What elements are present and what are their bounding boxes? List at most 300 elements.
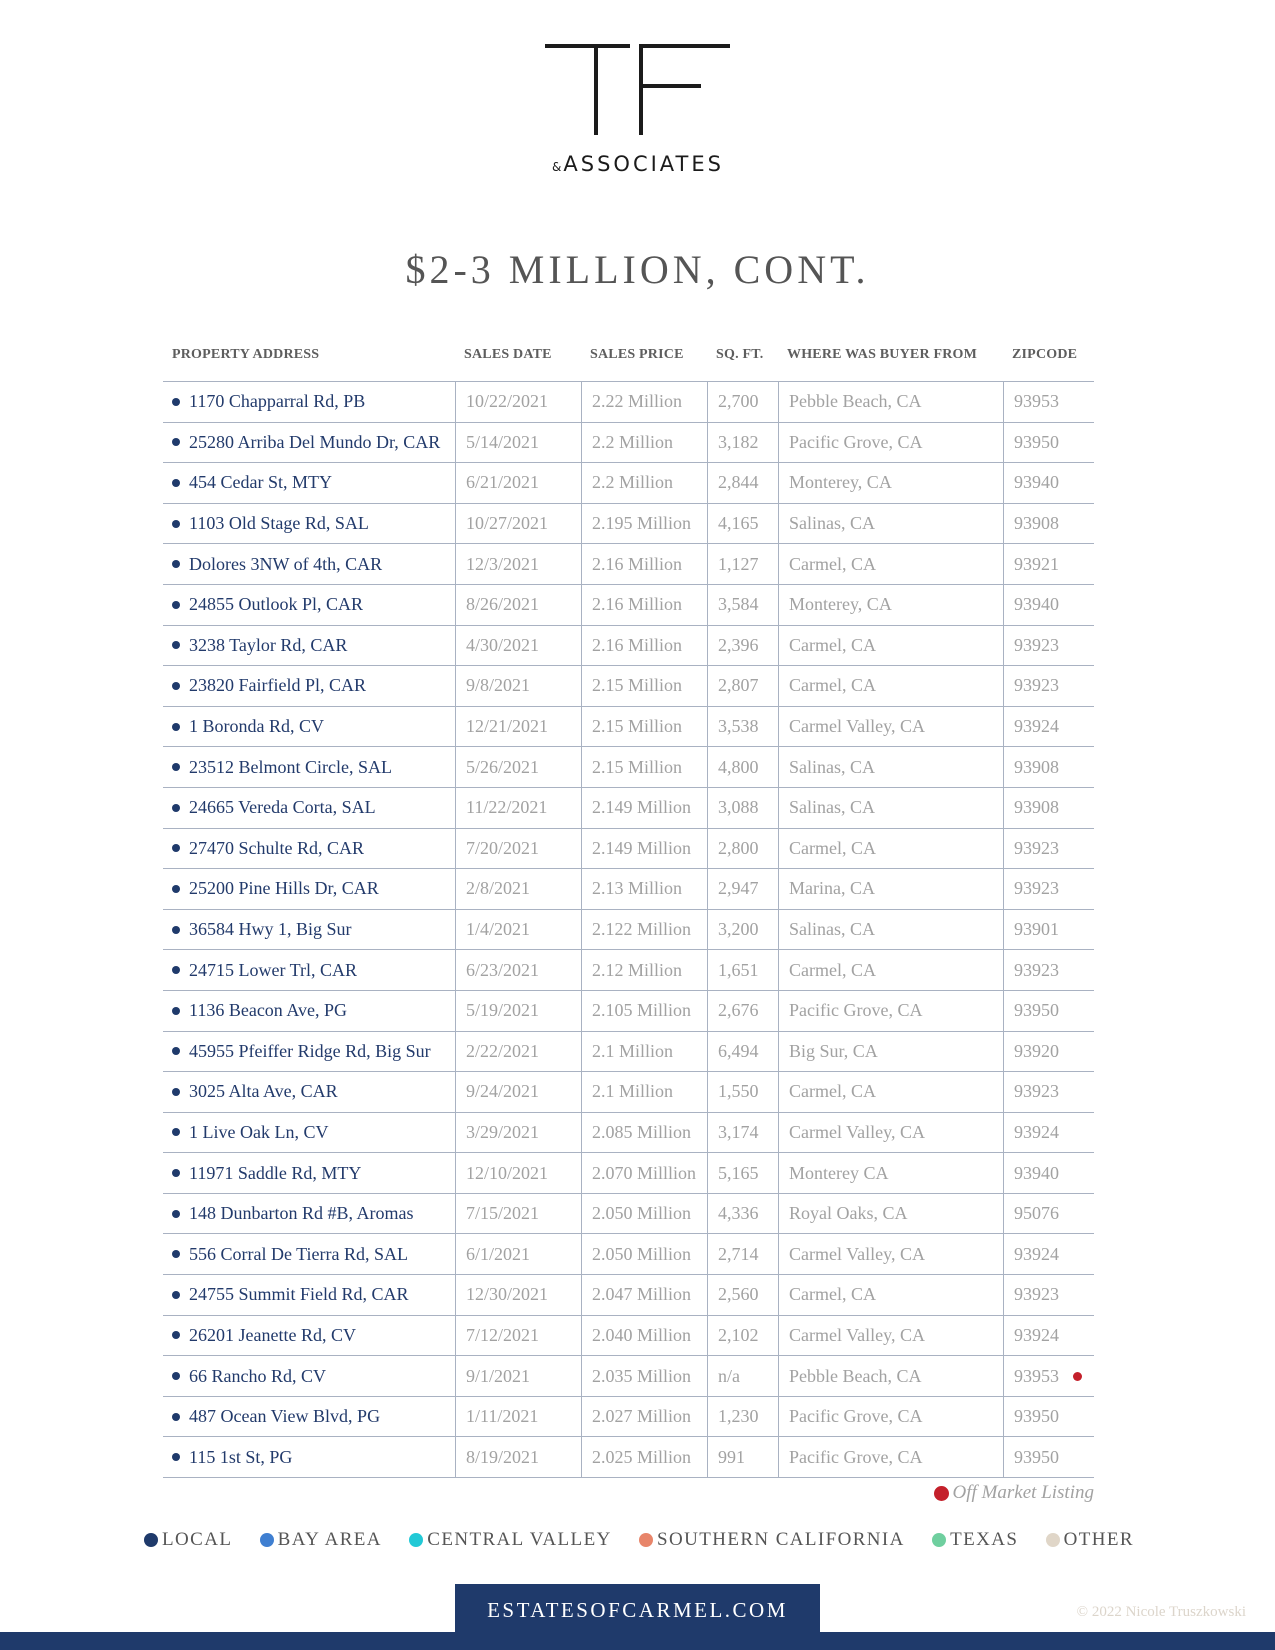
sales-price-text: 2.16 Million bbox=[592, 594, 683, 615]
buyer-from bbox=[779, 1275, 1004, 1315]
table-row bbox=[163, 1032, 1094, 1073]
square-feet-text: 2,560 bbox=[718, 1284, 759, 1305]
buyer-from-text: Salinas, CA bbox=[789, 756, 876, 777]
sales-price bbox=[582, 910, 708, 950]
legend-item bbox=[1046, 1529, 1134, 1551]
sales-price bbox=[582, 991, 708, 1031]
buyer-from bbox=[779, 991, 1004, 1031]
sales-date bbox=[456, 707, 582, 747]
sales-price bbox=[582, 1275, 708, 1315]
sales-price-text: 2.13 Million bbox=[592, 878, 683, 899]
square-feet bbox=[708, 585, 779, 625]
buyer-origin-dot-icon bbox=[172, 1047, 180, 1055]
website-link[interactable]: ESTATESOFCARMEL.COM bbox=[455, 1584, 820, 1636]
legend-dot-icon bbox=[932, 1533, 946, 1547]
zipcode-text: 93950 bbox=[1014, 1406, 1059, 1427]
address-text: 26201 Jeanette Rd, CV bbox=[189, 1324, 356, 1345]
buyer-from bbox=[779, 829, 1004, 869]
sales-price-text: 2.16 Million bbox=[592, 553, 683, 574]
sales-price bbox=[582, 382, 708, 422]
table-row bbox=[163, 1316, 1094, 1357]
address-text: 24855 Outlook Pl, CAR bbox=[189, 594, 364, 615]
zipcode bbox=[1004, 707, 1094, 747]
buyer-from-text: Carmel, CA bbox=[789, 634, 876, 655]
property-address bbox=[163, 950, 456, 990]
address-text: 11971 Saddle Rd, MTY bbox=[189, 1162, 362, 1183]
square-feet-text: 2,102 bbox=[718, 1324, 759, 1345]
buyer-from-text: Marina, CA bbox=[789, 878, 875, 899]
sales-price bbox=[582, 1316, 708, 1356]
sales-date bbox=[456, 1072, 582, 1112]
zipcode-text: 93953 bbox=[1014, 391, 1059, 412]
square-feet bbox=[708, 504, 779, 544]
buyer-origin-dot-icon bbox=[172, 438, 180, 446]
zipcode-text: 93908 bbox=[1014, 756, 1059, 777]
buyer-from-text: Salinas, CA bbox=[789, 919, 876, 940]
sales-price bbox=[582, 1113, 708, 1153]
sales-price-text: 2.195 Million bbox=[592, 513, 692, 534]
sales-price-text: 2.047 Million bbox=[592, 1284, 692, 1305]
legend-dot-icon bbox=[144, 1533, 158, 1547]
square-feet-text: n/a bbox=[718, 1365, 740, 1386]
zipcode-text: 93923 bbox=[1014, 878, 1059, 899]
sales-date bbox=[456, 869, 582, 909]
zipcode-text: 93924 bbox=[1014, 1324, 1059, 1345]
property-address bbox=[163, 1234, 456, 1274]
square-feet bbox=[708, 1275, 779, 1315]
buyer-from-text: Carmel, CA bbox=[789, 1081, 876, 1102]
table-row bbox=[163, 382, 1094, 423]
page-title: $2-3 MILLION, CONT. bbox=[405, 247, 870, 292]
header-sales-price: SALES PRICE bbox=[590, 347, 684, 362]
zipcode bbox=[1004, 544, 1094, 584]
sales-price-text: 2.035 Million bbox=[592, 1365, 692, 1386]
zipcode bbox=[1004, 747, 1094, 787]
buyer-from bbox=[779, 666, 1004, 706]
sales-date-text: 12/30/2021 bbox=[466, 1284, 549, 1305]
zipcode bbox=[1004, 463, 1094, 503]
property-address bbox=[163, 1437, 456, 1477]
legend-dot-icon bbox=[409, 1533, 423, 1547]
zipcode bbox=[1004, 829, 1094, 869]
zipcode-text: 93923 bbox=[1014, 1081, 1059, 1102]
buyer-origin-legend bbox=[144, 1529, 1134, 1551]
sales-price-text: 2.085 Million bbox=[592, 1121, 692, 1142]
address-text: 24665 Vereda Corta, SAL bbox=[189, 797, 376, 818]
buyer-from-text: Carmel, CA bbox=[789, 1284, 876, 1305]
buyer-origin-dot-icon bbox=[172, 1210, 180, 1218]
zipcode bbox=[1004, 423, 1094, 463]
zipcode bbox=[1004, 1032, 1094, 1072]
zipcode-text: 93920 bbox=[1014, 1040, 1059, 1061]
sales-price bbox=[582, 1153, 708, 1193]
square-feet-text: 2,947 bbox=[718, 878, 759, 899]
buyer-from-text: Carmel Valley, CA bbox=[789, 716, 925, 737]
zipcode bbox=[1004, 626, 1094, 666]
sales-price-text: 2.2 Million bbox=[592, 472, 674, 493]
table-row bbox=[163, 950, 1094, 991]
sales-price-text: 2.040 Million bbox=[592, 1324, 692, 1345]
off-market-label: Off Market Listing bbox=[952, 1482, 1094, 1503]
table-row bbox=[163, 1113, 1094, 1154]
buyer-origin-dot-icon bbox=[172, 641, 180, 649]
buyer-from bbox=[779, 504, 1004, 544]
buyer-from-text: Pacific Grove, CA bbox=[789, 1446, 923, 1467]
sales-price-text: 2.22 Million bbox=[592, 391, 683, 412]
zipcode bbox=[1004, 950, 1094, 990]
sales-table bbox=[163, 381, 1094, 1478]
buyer-from-text: Carmel Valley, CA bbox=[789, 1121, 925, 1142]
sales-price-text: 2.149 Million bbox=[592, 837, 692, 858]
address-text: 66 Rancho Rd, CV bbox=[189, 1365, 326, 1386]
sales-price-text: 2.15 Million bbox=[592, 716, 683, 737]
square-feet-text: 991 bbox=[718, 1446, 745, 1467]
copyright: © 2022 Nicole Truszkowski bbox=[1076, 1604, 1246, 1620]
square-feet bbox=[708, 1153, 779, 1193]
buyer-origin-dot-icon bbox=[172, 1413, 180, 1421]
buyer-origin-dot-icon bbox=[172, 1372, 180, 1380]
address-text: 24715 Lower Trl, CAR bbox=[189, 959, 358, 980]
header-sales-date: SALES DATE bbox=[464, 347, 552, 362]
zipcode-text: 93901 bbox=[1014, 919, 1059, 940]
sales-price bbox=[582, 707, 708, 747]
table-row bbox=[163, 1153, 1094, 1194]
sales-date-text: 12/10/2021 bbox=[466, 1162, 549, 1183]
square-feet bbox=[708, 707, 779, 747]
square-feet-text: 6,494 bbox=[718, 1040, 759, 1061]
legend-label: LOCAL bbox=[162, 1529, 233, 1550]
sales-date-text: 7/20/2021 bbox=[466, 837, 540, 858]
address-text: 27470 Schulte Rd, CAR bbox=[189, 837, 365, 858]
zipcode bbox=[1004, 666, 1094, 706]
off-market-dot-icon bbox=[934, 1486, 949, 1501]
square-feet-text: 2,800 bbox=[718, 837, 759, 858]
property-address bbox=[163, 707, 456, 747]
address-text: 3238 Taylor Rd, CAR bbox=[189, 634, 348, 655]
zipcode bbox=[1004, 504, 1094, 544]
zipcode bbox=[1004, 1437, 1094, 1477]
property-address bbox=[163, 1316, 456, 1356]
buyer-from bbox=[779, 626, 1004, 666]
property-address bbox=[163, 910, 456, 950]
square-feet-text: 5,165 bbox=[718, 1162, 759, 1183]
address-text: 487 Ocean View Blvd, PG bbox=[189, 1406, 381, 1427]
sales-price bbox=[582, 1194, 708, 1234]
sales-price-text: 2.025 Million bbox=[592, 1446, 692, 1467]
property-address bbox=[163, 1113, 456, 1153]
sales-date bbox=[456, 1234, 582, 1274]
zipcode-text: 93950 bbox=[1014, 1446, 1059, 1467]
zipcode bbox=[1004, 1234, 1094, 1274]
legend-item bbox=[639, 1529, 905, 1551]
square-feet-text: 1,651 bbox=[718, 959, 759, 980]
square-feet bbox=[708, 869, 779, 909]
square-feet-text: 2,676 bbox=[718, 1000, 759, 1021]
zipcode-text: 93924 bbox=[1014, 716, 1059, 737]
logo-subtitle: &ASSOCIATES bbox=[552, 152, 724, 176]
sales-date bbox=[456, 626, 582, 666]
zipcode bbox=[1004, 1072, 1094, 1112]
sales-price bbox=[582, 423, 708, 463]
table-row bbox=[163, 910, 1094, 951]
square-feet bbox=[708, 1072, 779, 1112]
sales-price bbox=[582, 666, 708, 706]
buyer-from-text: Big Sur, CA bbox=[789, 1040, 878, 1061]
buyer-from bbox=[779, 1032, 1004, 1072]
square-feet-text: 3,088 bbox=[718, 797, 759, 818]
buyer-from-text: Carmel, CA bbox=[789, 553, 876, 574]
zipcode-text: 93923 bbox=[1014, 1284, 1059, 1305]
square-feet bbox=[708, 991, 779, 1031]
zipcode-text: 93940 bbox=[1014, 594, 1059, 615]
table-row bbox=[163, 788, 1094, 829]
sales-date bbox=[456, 1275, 582, 1315]
off-market-note bbox=[934, 1482, 1094, 1504]
buyer-origin-dot-icon bbox=[172, 844, 180, 852]
buyer-from bbox=[779, 1113, 1004, 1153]
square-feet bbox=[708, 747, 779, 787]
sales-date bbox=[456, 788, 582, 828]
zipcode bbox=[1004, 788, 1094, 828]
address-text: 3025 Alta Ave, CAR bbox=[189, 1081, 338, 1102]
sales-date-text: 5/19/2021 bbox=[466, 1000, 540, 1021]
header-sq-ft: SQ. FT. bbox=[716, 347, 764, 362]
buyer-from bbox=[779, 707, 1004, 747]
square-feet bbox=[708, 1032, 779, 1072]
sales-price-text: 2.050 Million bbox=[592, 1243, 692, 1264]
property-address bbox=[163, 1397, 456, 1437]
sales-date-text: 1/4/2021 bbox=[466, 919, 531, 940]
property-address bbox=[163, 1275, 456, 1315]
sales-date-text: 6/23/2021 bbox=[466, 959, 540, 980]
property-address bbox=[163, 666, 456, 706]
square-feet bbox=[708, 910, 779, 950]
square-feet bbox=[708, 1194, 779, 1234]
sales-price bbox=[582, 585, 708, 625]
address-text: 1136 Beacon Ave, PG bbox=[189, 1000, 347, 1021]
address-text: 45955 Pfeiffer Ridge Rd, Big Sur bbox=[189, 1040, 431, 1061]
legend-label: TEXAS bbox=[950, 1529, 1019, 1550]
sales-date bbox=[456, 544, 582, 584]
legend-dot-icon bbox=[1046, 1533, 1060, 1547]
address-text: 115 1st St, PG bbox=[189, 1446, 293, 1467]
buyer-origin-dot-icon bbox=[172, 1453, 180, 1461]
square-feet-text: 3,182 bbox=[718, 431, 759, 452]
property-address bbox=[163, 544, 456, 584]
address-text: 25280 Arriba Del Mundo Dr, CAR bbox=[189, 431, 441, 452]
property-address bbox=[163, 829, 456, 869]
square-feet-text: 2,807 bbox=[718, 675, 759, 696]
address-text: 148 Dunbarton Rd #B, Aromas bbox=[189, 1203, 414, 1224]
table-row bbox=[163, 585, 1094, 626]
zipcode-text: 93923 bbox=[1014, 634, 1059, 655]
sales-date bbox=[456, 1356, 582, 1396]
sales-price bbox=[582, 1072, 708, 1112]
buyer-origin-dot-icon bbox=[172, 1007, 180, 1015]
buyer-from-text: Royal Oaks, CA bbox=[789, 1203, 908, 1224]
sales-date-text: 4/30/2021 bbox=[466, 634, 540, 655]
sales-date bbox=[456, 585, 582, 625]
address-text: 23820 Fairfield Pl, CAR bbox=[189, 675, 367, 696]
square-feet-text: 3,538 bbox=[718, 716, 759, 737]
sales-date bbox=[456, 1397, 582, 1437]
sales-price bbox=[582, 504, 708, 544]
sales-date bbox=[456, 950, 582, 990]
sales-date-text: 6/21/2021 bbox=[466, 472, 540, 493]
square-feet-text: 1,127 bbox=[718, 553, 759, 574]
table-row bbox=[163, 747, 1094, 788]
sales-date bbox=[456, 463, 582, 503]
zipcode bbox=[1004, 1113, 1094, 1153]
address-text: 1 Live Oak Ln, CV bbox=[189, 1121, 329, 1142]
sales-price bbox=[582, 1032, 708, 1072]
sales-price bbox=[582, 829, 708, 869]
zipcode-text: 95076 bbox=[1014, 1203, 1059, 1224]
sales-price bbox=[582, 626, 708, 666]
zipcode-text: 93908 bbox=[1014, 797, 1059, 818]
address-text: 1170 Chapparral Rd, PB bbox=[189, 391, 366, 412]
sales-date bbox=[456, 829, 582, 869]
tf-logo-mark bbox=[545, 44, 731, 136]
sales-date bbox=[456, 1316, 582, 1356]
table-row bbox=[163, 991, 1094, 1032]
buyer-from-text: Carmel Valley, CA bbox=[789, 1324, 925, 1345]
sales-date-text: 2/8/2021 bbox=[466, 878, 531, 899]
legend-item bbox=[144, 1529, 232, 1551]
property-address bbox=[163, 1194, 456, 1234]
table-row bbox=[163, 707, 1094, 748]
zipcode bbox=[1004, 1316, 1094, 1356]
buyer-from bbox=[779, 1194, 1004, 1234]
property-address bbox=[163, 788, 456, 828]
sales-date bbox=[456, 382, 582, 422]
square-feet bbox=[708, 1356, 779, 1396]
table-row bbox=[163, 1194, 1094, 1235]
sales-price bbox=[582, 1356, 708, 1396]
square-feet-text: 3,174 bbox=[718, 1121, 759, 1142]
buyer-from-text: Pacific Grove, CA bbox=[789, 1406, 923, 1427]
sales-date-text: 3/29/2021 bbox=[466, 1121, 540, 1142]
buyer-from bbox=[779, 1234, 1004, 1274]
sales-date-text: 10/22/2021 bbox=[466, 391, 549, 412]
square-feet-text: 1,550 bbox=[718, 1081, 759, 1102]
property-address bbox=[163, 1072, 456, 1112]
zipcode-text: 93950 bbox=[1014, 431, 1059, 452]
square-feet-text: 2,714 bbox=[718, 1243, 759, 1264]
sales-date-text: 8/26/2021 bbox=[466, 594, 540, 615]
zipcode bbox=[1004, 382, 1094, 422]
zipcode bbox=[1004, 991, 1094, 1031]
square-feet bbox=[708, 1397, 779, 1437]
buyer-from-text: Monterey, CA bbox=[789, 472, 892, 493]
sales-date-text: 2/22/2021 bbox=[466, 1040, 540, 1061]
header-zipcode: ZIPCODE bbox=[1012, 347, 1078, 362]
sales-price-text: 2.050 Million bbox=[592, 1203, 692, 1224]
zipcode bbox=[1004, 910, 1094, 950]
table-row bbox=[163, 829, 1094, 870]
buyer-from-text: Pebble Beach, CA bbox=[789, 1365, 922, 1386]
square-feet-text: 2,700 bbox=[718, 391, 759, 412]
sales-price-text: 2.149 Million bbox=[592, 797, 692, 818]
buyer-origin-dot-icon bbox=[172, 763, 180, 771]
square-feet bbox=[708, 666, 779, 706]
square-feet bbox=[708, 544, 779, 584]
square-feet bbox=[708, 788, 779, 828]
buyer-origin-dot-icon bbox=[172, 1291, 180, 1299]
sales-price bbox=[582, 544, 708, 584]
property-address bbox=[163, 1153, 456, 1193]
sales-date bbox=[456, 991, 582, 1031]
sales-date bbox=[456, 1194, 582, 1234]
sales-price bbox=[582, 788, 708, 828]
sales-date-text: 5/26/2021 bbox=[466, 756, 540, 777]
buyer-from bbox=[779, 544, 1004, 584]
sales-date-text: 1/11/2021 bbox=[466, 1406, 539, 1427]
address-text: 1103 Old Stage Rd, SAL bbox=[189, 513, 369, 534]
buyer-from-text: Monterey CA bbox=[789, 1162, 889, 1183]
sales-price-text: 2.2 Million bbox=[592, 431, 674, 452]
square-feet bbox=[708, 423, 779, 463]
zipcode-text: 93921 bbox=[1014, 553, 1059, 574]
sales-date-text: 7/12/2021 bbox=[466, 1324, 540, 1345]
legend-dot-icon bbox=[260, 1533, 274, 1547]
sales-date bbox=[456, 1437, 582, 1477]
zipcode-text: 93923 bbox=[1014, 837, 1059, 858]
buyer-origin-dot-icon bbox=[172, 1331, 180, 1339]
property-address bbox=[163, 747, 456, 787]
sales-date-text: 8/19/2021 bbox=[466, 1446, 540, 1467]
sales-date-text: 11/22/2021 bbox=[466, 797, 548, 818]
zipcode-text: 93924 bbox=[1014, 1243, 1059, 1264]
square-feet-text: 4,800 bbox=[718, 756, 759, 777]
sales-date-text: 10/27/2021 bbox=[466, 513, 549, 534]
square-feet bbox=[708, 829, 779, 869]
table-row bbox=[163, 544, 1094, 585]
property-address bbox=[163, 991, 456, 1031]
buyer-from bbox=[779, 585, 1004, 625]
square-feet bbox=[708, 1113, 779, 1153]
property-address bbox=[163, 382, 456, 422]
buyer-origin-dot-icon bbox=[172, 398, 180, 406]
square-feet bbox=[708, 1234, 779, 1274]
sales-date-text: 9/8/2021 bbox=[466, 675, 531, 696]
zipcode bbox=[1004, 1275, 1094, 1315]
header-buyer-from: WHERE WAS BUYER FROM bbox=[787, 347, 978, 362]
buyer-from-text: Carmel, CA bbox=[789, 959, 876, 980]
buyer-from-text: Pacific Grove, CA bbox=[789, 431, 923, 452]
sales-price bbox=[582, 869, 708, 909]
buyer-from bbox=[779, 423, 1004, 463]
legend-item bbox=[932, 1529, 1018, 1551]
legend-label: BAY AREA bbox=[277, 1529, 382, 1550]
buyer-origin-dot-icon bbox=[172, 804, 180, 812]
tf-associates-logo bbox=[545, 44, 731, 176]
table-row bbox=[163, 1234, 1094, 1275]
sales-price bbox=[582, 1397, 708, 1437]
zipcode bbox=[1004, 1397, 1094, 1437]
sales-date bbox=[456, 747, 582, 787]
square-feet-text: 3,200 bbox=[718, 919, 759, 940]
address-text: 556 Corral De Tierra Rd, SAL bbox=[189, 1243, 408, 1264]
sales-price bbox=[582, 747, 708, 787]
sales-price-text: 2.1 Million bbox=[592, 1081, 674, 1102]
sales-date bbox=[456, 666, 582, 706]
zipcode-text: 93924 bbox=[1014, 1121, 1059, 1142]
square-feet bbox=[708, 1437, 779, 1477]
zipcode-text: 93923 bbox=[1014, 959, 1059, 980]
table-row bbox=[163, 463, 1094, 504]
sales-date-text: 12/21/2021 bbox=[466, 716, 549, 737]
